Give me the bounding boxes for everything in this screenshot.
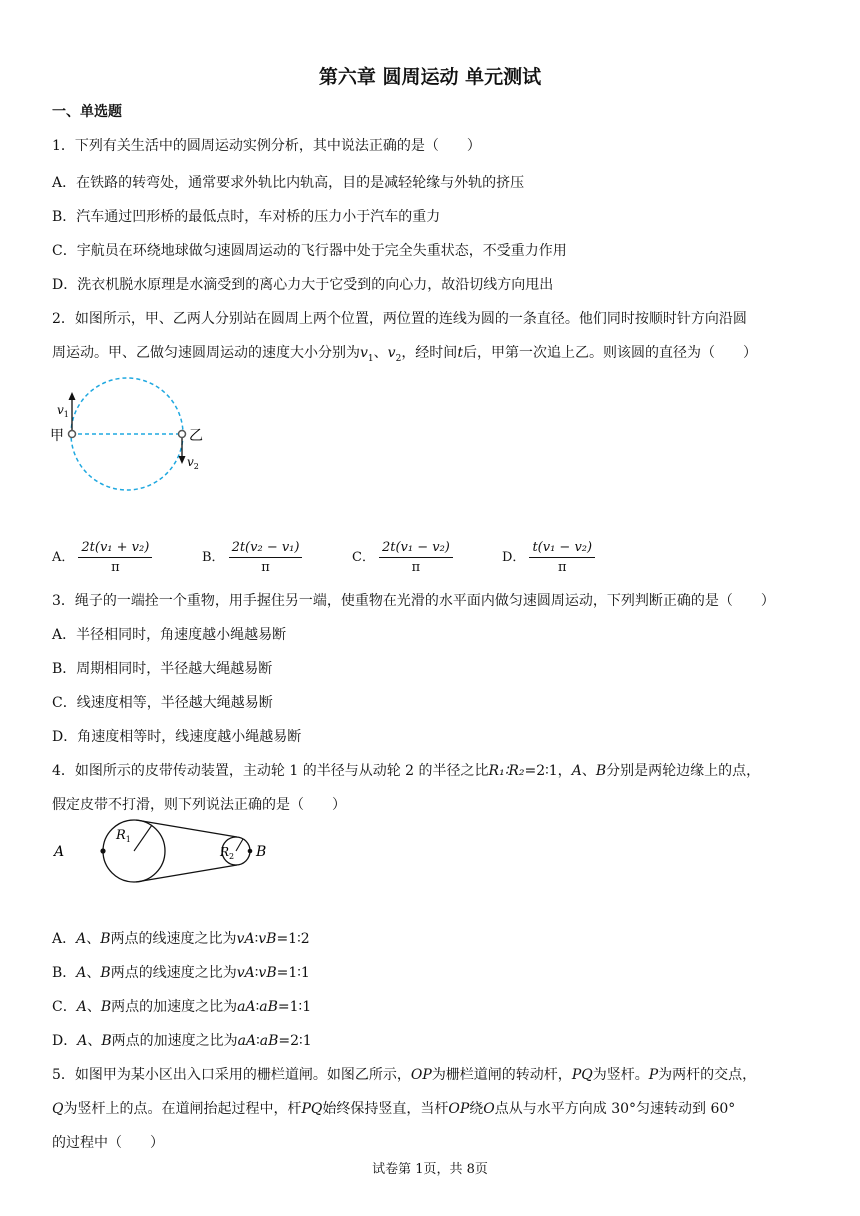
q4-option-a: A．A、B两点的线速度之比为vA∶vB=1∶2: [52, 931, 310, 947]
q2-label-v1: $v_1$: [57, 403, 69, 419]
q2-label-jia: 甲: [50, 428, 64, 444]
section-heading: 一、单选题: [52, 104, 122, 120]
q1-option-a: A．在铁路的转弯处，通常要求外轨比内轨高，目的是减轻轮缘与外轨的挤压: [52, 175, 525, 191]
q5-line2: Q为竖杆上的点。在道闸抬起过程中，杆PQ始终保持竖直，当杆OP绕O点从与水平方向成 30°匀速转动到 60°: [52, 1101, 736, 1117]
q4-label-r2: $R_2$: [220, 845, 235, 861]
q4-option-d: D．A、B两点的加速度之比为aA∶aB=2∶1: [52, 1033, 312, 1049]
q1-option-c: C．宇航员在环绕地球做匀速圆周运动的飞行器中处于完全失重状态，不受重力作用: [52, 243, 567, 259]
q1-option-b: B．汽车通过凹形桥的最低点时，车对桥的压力小于汽车的重力: [52, 209, 441, 225]
q4-label-b: B: [256, 844, 267, 860]
q3-option-b: B．周期相同时，半径越大绳越易断: [52, 661, 273, 677]
q2-circle-figure: [48, 372, 218, 498]
q4-belt-figure: [50, 814, 280, 888]
page-title: 第六章 圆周运动 单元测试: [318, 66, 542, 88]
q3-option-a: A．半径相同时，角速度越小绳越易断: [52, 627, 287, 643]
q4-option-c: C．A、B两点的加速度之比为aA∶aB=1∶1: [52, 999, 312, 1015]
q4-label-a: A: [54, 844, 65, 860]
q3-stem: 3．绳子的一端拴一个重物，用手握住另一端，使重物在光滑的水平面内做匀速圆周运动，下列判断正确的是（ ）: [52, 593, 775, 609]
q2-label-yi: 乙: [189, 428, 203, 444]
q5-line3: 的过程中（ ）: [52, 1135, 164, 1151]
q1-stem: 1．下列有关生活中的圆周运动实例分析，其中说法正确的是（ ）: [52, 138, 481, 154]
q4-option-b: B．A、B两点的线速度之比为vA∶vB=1∶1: [52, 965, 310, 981]
q4-label-r1: $R_1$: [116, 828, 131, 844]
q2-choice-a: A． $\frac{\text{2t(v₁ + v₂)}}{\pi}$: [52, 540, 152, 575]
q4-stem-line1: 4．如图所示的皮带传动装置，主动轮 1 的半径与从动轮 2 的半径之比R₁∶R₂=2∶1，A、B分别是两轮边缘上的点，: [52, 763, 761, 779]
q5-line1: 5．如图甲为某小区出入口采用的栅栏道闸。如图乙所示，OP为栅栏道闸的转动杆，PQ为竖杆。P为两杆的交点，: [52, 1067, 757, 1083]
q2-stem-line1: 2．如图所示，甲、乙两人分别站在圆周上两个位置，两位置的连线为圆的一条直径。他们同时按顺时针方向沿圆: [52, 311, 747, 327]
q2-label-v2: $v_2$: [187, 455, 199, 471]
q1-option-d: D．洗衣机脱水原理是水滴受到的离心力大于它受到的向心力，故沿切线方向甩出: [52, 277, 554, 293]
page-footer: 试卷第 1页，共 8页: [372, 1162, 488, 1177]
q2-choice-b: B． $\frac{\text{2t(v₂ − v₁)}}{\pi}$: [202, 540, 302, 575]
q4-stem-line2: 假定皮带不打滑，则下列说法正确的是（ ）: [52, 797, 346, 813]
q3-option-d: D．角速度相等时，线速度越小绳越易断: [52, 729, 302, 745]
q2-stem-line2: 周运动。甲、乙做匀速圆周运动的速度大小分别为$v_1$、$v_2$，经时间t后，甲第一次追上乙。则该圆的直径为（ ）: [52, 345, 757, 364]
q2-choice-d: D． $\frac{\text{t(v₁ − v₂)}}{\pi}$: [502, 540, 595, 575]
q2-choice-c: C． $\frac{\text{2t(v₁ − v₂)}}{\pi}$: [352, 540, 453, 575]
q3-option-c: C．线速度相等，半径越大绳越易断: [52, 695, 273, 711]
